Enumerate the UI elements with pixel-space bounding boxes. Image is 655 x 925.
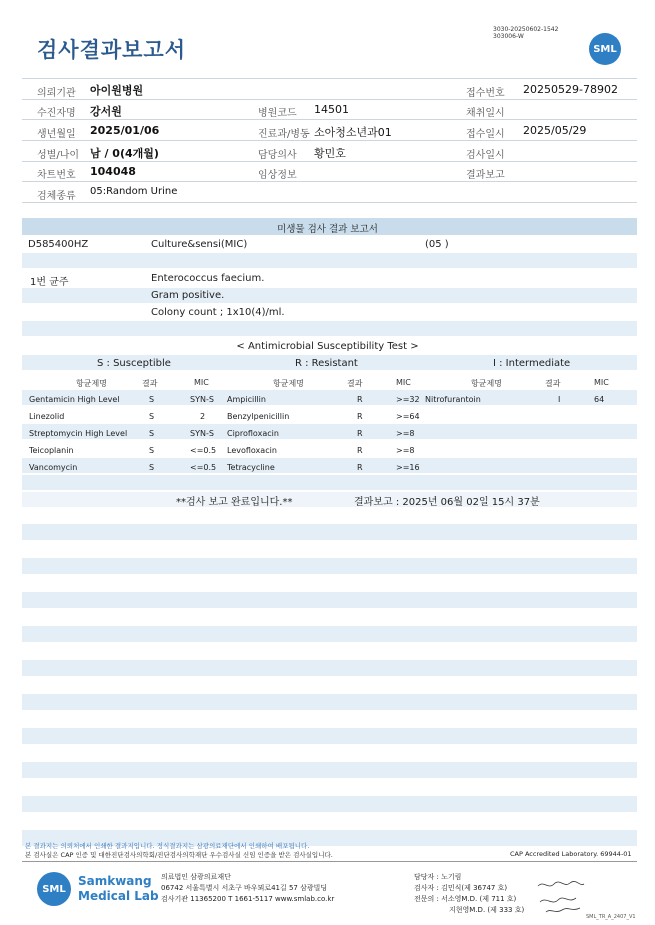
footer-accreditation: 본 검사실은 CAP 인증 및 대한진단검사의학회/진단검사의학재단 우수검사실 신임 인증을 받은 검사실입니다.	[25, 851, 333, 859]
organism-name: Enterococcus faecium.	[151, 273, 265, 284]
drug-name: Ampicillin	[227, 395, 266, 404]
row-band	[22, 626, 637, 642]
drug-name: Gentamicin High Level	[29, 395, 120, 404]
drug-result: S	[149, 446, 155, 455]
divider	[22, 99, 637, 100]
staff-specialist: 지현영M.D. (제 333 호)	[449, 906, 525, 914]
hospital-code-label: 병원코드	[258, 108, 297, 119]
col-drug-1: 항균제명	[76, 379, 107, 388]
row-band	[22, 592, 637, 608]
col-result-2: 결과	[347, 379, 363, 388]
sml-logo: SML	[589, 33, 621, 65]
col-mic-2: MIC	[396, 378, 411, 387]
doctor-label: 담당의사	[258, 150, 297, 161]
address: 06742 서울특별시 서초구 바우뫼로41길 57 삼광빌딩	[161, 884, 328, 892]
receipt-date-label: 접수일시	[466, 129, 505, 140]
page-title: 검사결과보고서	[37, 38, 187, 62]
drug-mic: >=32	[396, 395, 420, 404]
drug-result: S	[149, 395, 155, 404]
row-band	[22, 694, 637, 710]
row-band	[22, 288, 637, 303]
divider	[22, 202, 637, 203]
specimen-value: 05:Random Urine	[90, 186, 178, 197]
row-band	[22, 796, 637, 812]
col-result-1: 결과	[142, 379, 158, 388]
drug-name: Nitrofurantoin	[425, 395, 481, 404]
drug-mic: >=8	[396, 429, 415, 438]
sml-logo: SML	[37, 872, 71, 906]
clinical-label: 임상정보	[258, 170, 297, 181]
form-code: SML_TR_A_2407_V1	[586, 914, 636, 920]
drug-name: Streptomycin High Level	[29, 429, 128, 438]
row-band	[22, 321, 637, 336]
row-band	[22, 253, 637, 268]
sex-age-label: 성별/나이	[37, 150, 80, 161]
legend-intermediate: I : Intermediate	[493, 358, 571, 369]
staff-tester: 검사자 : 김민식(제 36747 호)	[414, 884, 508, 892]
drug-result: R	[357, 412, 363, 421]
drug-name: Linezolid	[29, 412, 65, 421]
drug-name: Ciprofloxacin	[227, 429, 279, 438]
drug-result: R	[357, 395, 363, 404]
drug-mic: 64	[594, 395, 605, 404]
row-band	[22, 458, 637, 473]
document-code: 3030-20250602-1542	[493, 26, 559, 33]
drug-mic: >=8	[396, 446, 415, 455]
drug-name: Vancomycin	[29, 463, 78, 472]
ast-title: < Antimicrobial Susceptibility Test >	[236, 341, 419, 352]
row-band	[22, 728, 637, 744]
drug-name: Tetracycline	[227, 463, 275, 472]
row-band	[22, 558, 637, 574]
drug-result: S	[149, 429, 155, 438]
patient-label: 수진자명	[37, 108, 76, 119]
report-time: 결과보고 : 2025년 06월 02일 15시 37분	[354, 497, 540, 508]
receipt-date-value: 2025/05/29	[523, 124, 587, 137]
staff-specialist: 전문의 : 서소영M.D. (제 711 호)	[414, 895, 517, 903]
staff-manager: 담당자 : 노기림	[414, 873, 462, 881]
col-result-3: 결과	[545, 379, 561, 388]
birth-label: 생년월일	[37, 129, 76, 140]
row-band	[22, 475, 637, 490]
drug-mic: >=16	[396, 463, 420, 472]
colony-count: Colony count ; 1x10(4)/ml.	[151, 307, 285, 318]
drug-mic: <=0.5	[190, 446, 217, 455]
row-band	[22, 660, 637, 676]
test-name: Culture&sensi(MIC)	[151, 239, 248, 250]
chart-label: 차트번호	[37, 170, 76, 181]
col-drug-2: 항균제명	[273, 379, 304, 388]
divider	[22, 161, 637, 162]
footer-notice: 본 결과지는 의뢰처에서 인쇄한 결과지입니다. 정식결과지는 삼광의료재단에서 인쇄하여 배포됩니다.	[25, 842, 310, 850]
divider	[22, 181, 637, 182]
dept-label: 진료과/병동	[258, 129, 310, 140]
brand-name: Medical Lab	[78, 889, 159, 903]
drug-result: R	[357, 446, 363, 455]
col-mic-1: MIC	[194, 378, 209, 387]
report-label: 결과보고	[466, 170, 505, 181]
row-band	[22, 762, 637, 778]
drug-mic: >=64	[396, 412, 420, 421]
receipt-no-value: 20250529-78902	[523, 83, 618, 96]
receipt-no-label: 접수번호	[466, 88, 505, 99]
test-number: (05 )	[425, 239, 449, 250]
legend-susceptible: S : Susceptible	[97, 358, 171, 369]
drug-mic: 2	[200, 412, 206, 421]
drug-name: Levofloxacin	[227, 446, 277, 455]
col-drug-3: 항균제명	[471, 379, 502, 388]
drug-result: S	[149, 463, 155, 472]
collection-label: 채취일시	[466, 108, 505, 119]
isolate-label: 1번 균주	[30, 277, 69, 288]
divider	[22, 78, 637, 79]
drug-mic: <=0.5	[190, 463, 217, 472]
foundation-name: 의료법인 삼광의료재단	[161, 873, 231, 881]
drug-result: R	[357, 429, 363, 438]
divider	[22, 119, 637, 120]
birth-value: 2025/01/06	[90, 124, 160, 137]
section-title: 미생물 검사 결과 보고서	[277, 224, 378, 235]
doctor-value: 황민호	[314, 147, 346, 160]
row-band	[22, 524, 637, 540]
divider	[22, 140, 637, 141]
footer-divider	[22, 861, 637, 862]
gram-stain: Gram positive.	[151, 290, 225, 301]
specimen-label: 검체종류	[37, 191, 76, 202]
contact: 검사기관 11365200 T 1661-5117 www.smlab.co.kr	[161, 895, 335, 903]
requesting-value: 아이원병원	[90, 84, 144, 97]
drug-name: Benzylpenicillin	[227, 412, 290, 421]
drug-result: S	[149, 412, 155, 421]
drug-result: I	[558, 395, 561, 404]
document-subcode: 303006-W	[493, 33, 524, 40]
chart-value: 104048	[90, 165, 136, 178]
dept-value: 소아청소년과01	[314, 126, 392, 139]
drug-mic: SYN-S	[190, 395, 214, 404]
brand-name: Samkwang	[78, 874, 152, 888]
requesting-label: 의뢰기관	[37, 88, 76, 99]
signatures	[536, 878, 586, 918]
test-date-label: 검사일시	[466, 150, 505, 161]
hospital-code-value: 14501	[314, 103, 349, 116]
test-code: D585400HZ	[28, 239, 89, 250]
legend-resistant: R : Resistant	[295, 358, 358, 369]
col-mic-3: MIC	[594, 378, 609, 387]
cap-accreditation: CAP Accredited Laboratory. 69944-01	[510, 850, 632, 858]
completion-note: **검사 보고 완료입니다.**	[176, 497, 293, 508]
row-band	[22, 492, 637, 507]
sex-age-value: 남 / 0(4개월)	[90, 147, 159, 160]
patient-value: 강서원	[90, 105, 122, 118]
drug-mic: SYN-S	[190, 429, 214, 438]
drug-result: R	[357, 463, 363, 472]
drug-name: Teicoplanin	[29, 446, 74, 455]
